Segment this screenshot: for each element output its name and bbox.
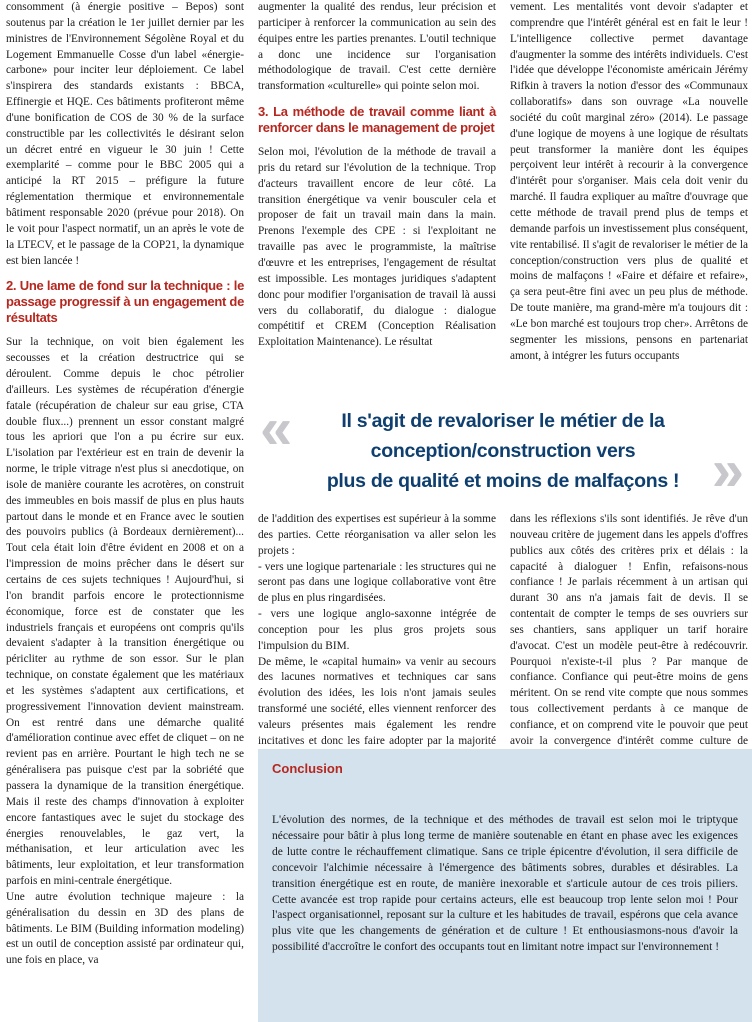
conclusion-box: [258, 749, 752, 1022]
close-quote-icon: »: [711, 438, 744, 503]
article-column-3-upper: [510, 0, 748, 394]
conclusion-title: Conclusion: [272, 761, 343, 776]
section-heading-3: 3. La méthode de travail comme liant à renforcer dans le management de projet: [258, 104, 496, 136]
article-column-2-upper: [258, 0, 496, 394]
article-column-3-lower: [510, 512, 748, 747]
section-heading-2: 2. Une lame de fond sur la technique : le passage progressif à un engagement de résultats: [6, 278, 244, 326]
paragraph-column3-lower: dans les réflexions s'ils sont identifiés. Je rêve d'un nouveau critère de jugement dans les appels d'offres publics aux côtés des critères prix et délais : la capacité à dialoguer ! Enfin, refaisons-nous confiance ! Je parlais récemment à un artisan qui durant 30 ans n'a jamais fait de devis. Il se contentait de compter le temps de ses ouvriers sur ses chantiers, sans appliquer un tarif horaire d'avocat. C'est un modèle peut-être à redécouvrir. Pourquoi n'existe-t-il plus ? Par manque de confiance. Confiance qui peut-être moins de gens méritent. On se rend vite compte que nous sommes tous collectivement perdants à ce manque de confiance, et on comprend vite le pouvoir que peut avoir la convergence d'intérêt comme culture de: [510, 513, 748, 747]
conclusion-text: L'évolution des normes, de la technique et des méthodes de travail est selon moi le triptyque nécessaire pour bâtir à plus long terme de manière soutenable en étant en phase avec les exigences de lutte contre le réchauffement climatique. Sans ce triple épicentre d'évolution, il sera difficile de concevoir l'alchimie nécessaire à l'émergence des bâtiments sobres, durables et désirables. La transition énergétique est en route, de manière inexorable et s'articule autour de ces trois piliers. Cette avancée est trop rapide pour certains acteurs, elle est beaucoup trop lente selon moi ! Pour l'aspect organisationnel, reposant sur la culture et les habitudes de travail, espérons que cela avance plus vite que les changements de génération et de culture ! Et enthousiasmons-nous d'avoir la possibilité d'accroître le confort des occupants tout en limitant notre impact sur l'environnement !: [272, 814, 738, 954]
list-item-anglo-saxonne: - vers une logique anglo-saxonne intégrée de conception pour les plus gros projets sous l'impulsion du BIM.: [258, 608, 496, 652]
pull-quote: [258, 396, 748, 506]
pull-quote-line-2: conception/construction vers: [370, 440, 636, 462]
paragraph-methode: Selon moi, l'évolution de la méthode de travail a pris du retard sur l'évolution de la technique. Trop d'acteurs travaillent encore de leur côté. La transition énergétique va venir bousculer cela et proposer de fait un travail main dans la main. Prenons l'exemple des CPE : si l'exploitant ne travaille pas avec le programmiste, la maîtrise d'œuvre et les entreprises, l'engagement de résultat est impossible. Les montages juridiques s'adaptent donc pour modifier l'organisation de travail là aussi vers du collaboratif, du dialogue : dialogue compétitif et CREM (Conception Réalisation Exploitation Maintenance). Le résultat: [258, 146, 496, 349]
article-column-2-lower: [258, 512, 496, 747]
pull-quote-line-3: plus de qualité et moins de malfaçons !: [326, 470, 680, 492]
paragraph-bim: Une autre évolution technique majeure : la généralisation du dessin en 3D des plans de bâtiments. Le BIM (Building information modeling) est un outil de conception assisté par ordinateur qui, une fois en place, va: [6, 890, 244, 967]
paragraph-technique: Sur la technique, on voit bien également les secousses et la création destructrice qui se déroulent. Comme depuis le choc pétrolier d'ailleurs. Les systèmes de récupération d'énergie fatale (récupération de chaleur sur eau grise, CTA double flux...) prennent un essor constant malgré tous les apriori que l'on a pu écrire sur eux. L'isolation par l'extérieur est en train de devenir la norme, le triple vitrage n'est plus si anecdotique, on isole de manière courante les acrotères, on construit des immeubles en bois massif de plus en plus hauts partout dans le monde et en France avec le soutien des pouvoirs publics (à Bordeaux dernièrement)... Tout cela était loin d'être évident en 2008 et on a l'impression de moins prêcher dans le désert sur certains de ces sujets techniques ! Aujourd'hui, si l'on brandit parfois encore le protectionnisme économique, force est de constater que les industriels français et européens ont compris qu'ils devaient s'adapter à la transition énergétique ou péricliter au rythme de son essor. Sur le plan technique, on constate également que les matériaux et les systèmes s'adaptent aux certifications, et progressivement l'innovation devient mainstream. On est rentré dans une démarche qualité d'amélioration continue avec effet de cliquet – on ne revient pas en arrière. Pourtant le high tech ne se généralisera pas puisque c'est par la sobriété que passera la dynamique de la transition énergétique. Mais il reste des champs d'innovation à exploiter encore fantastiques avec le sujet du stockage des énergies renouvelables, le gaz vert, la méthanisation, et leur articulation avec les bâtiments, leur exploitation, et leur transformation parfois en mini-centrale énergétique.: [6, 336, 244, 888]
paragraph-column2-intro: augmenter la qualité des rendus, leur précision et participer à renforcer la communication au sein des équipes entre les parties prenantes. L'outil technique a donc une incidence sur l'organisation méthodologique de travail. C'est cette dernière transformation «culturelle» qui pointe selon moi.: [258, 1, 496, 93]
list-item-partenariale: - vers une logique partenariale : les structures qui ne seront pas dans une logique collaborative vont être de plus en plus ringardisées.: [258, 560, 496, 605]
paragraph-intro: consomment (à énergie positive – Bepos) sont soutenus par la création le 1er juillet dernier par les ministres de l'Environnement Ségolène Royal et du Logement Emmanuelle Cosse d'un label «énergie-carbone» pour inciter leur déploiement. Ce label s'inspirera des standards existants : BBCA, Effinergie et HQE. Ces bâtiments profiteront même d'une bonification de COS de 30 % de la surface constructible par les collectivités le désirant selon un décret entré en vigueur le 30 juin ! Cette exemplarité – comme pour le BBC 2005 qui a anticipé la RT 2015 – préfigure la future réglementation thermique et environnementale bâtiment responsable 2020 (prévue pour 2018). On le voit pour l'aspect normatif, un an après le vote de la LTECV, et le passage de la COP21, la dynamique est bien lancée !: [6, 1, 244, 267]
pull-quote-text: [288, 406, 718, 496]
paragraph-addition: de l'addition des expertises est supérieur à la somme des parties. Cette réorganisation va aller selon les projets :: [258, 513, 496, 557]
paragraph-column3-upper: vement. Les mentalités vont devoir s'adapter et comprendre que l'intérêt général est en fait le leur ! L'intelligence collective permet davantage d'augmenter la somme des intérêts individuels. C'est l'idée que développe l'économiste américain Jérémy Rifkin à travers la notion d'essor des «Communaux collaboratifs» dans son ouvrage «La nouvelle société du coût marginal zéro» (2014). Le passage d'une logique de moyens à une logique de résultats peut transformer la manière dont les équipes perçoivent leur intérêt à recourir à la convergence d'intérêt pour s'organiser. Mais cela doit venir du marché. Il faudra expliquer au maître d'ouvrage que cette méthode de travail prend plus de temps et demande parfois un investissement plus conséquent, vite rentabilisé. Il s'agit de revaloriser le métier de la conception/construction vers plus de qualité et moins de malfaçons ! «Faire et défaire et refaire», ça sera peut-être fini avec un peu plus de méthode. De toute manière, ma grand-mère m'a toujours dit : «Le bon marché est toujours trop cher». Arrêtons de segmenter les missions, pensons en partenariat amont, à intégrer les futurs occupants: [510, 1, 748, 362]
open-quote-icon: «: [260, 396, 293, 461]
article-column-1: [6, 0, 244, 1022]
pull-quote-line-1: Il s'agit de revaloriser le métier de la: [341, 410, 665, 432]
paragraph-capital-humain: De même, le «capital humain» va venir au secours des lacunes normatives et techniques car sans évolution des idées, les lois n'ont jamais seules transformé une société, elles viennent renforcer des valeurs présentes mais également les rendre incitatives et donc les faire adopter par la majorité: [258, 655, 496, 747]
